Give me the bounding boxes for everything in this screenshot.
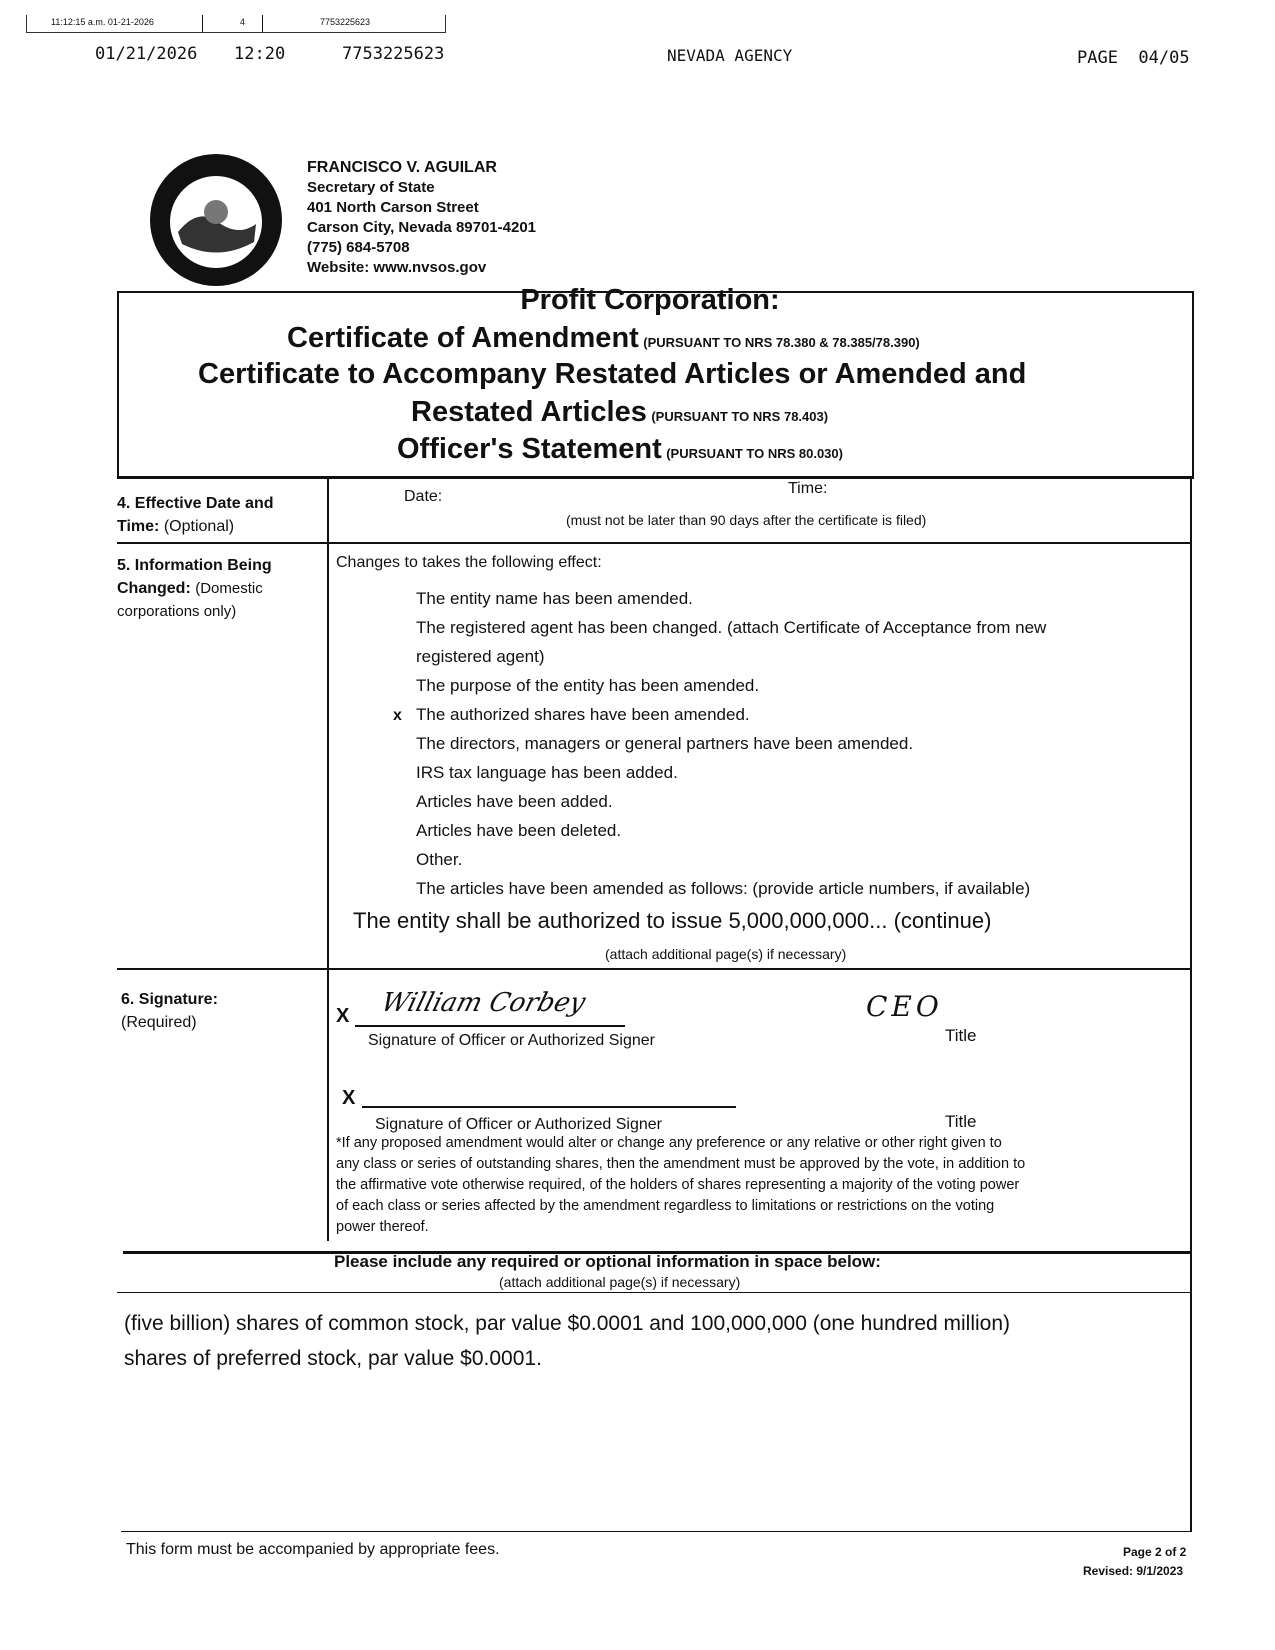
signer-label: Signature of Officer or Authorized Signer: [368, 1032, 655, 1049]
fax-timestamp: 11:12:15 a.m. 01-21-2026: [51, 17, 154, 27]
option-articles-added[interactable]: [416, 787, 1046, 816]
form-title-restated: Certificate to Accompany Restated Articles or Amended and: [198, 358, 1027, 390]
domestic-note: (Domestic: [195, 580, 263, 597]
option-purpose[interactable]: [416, 671, 1046, 700]
signature-x-mark-2: X: [342, 1087, 356, 1109]
fax-page-count: 4: [240, 17, 246, 27]
fax-date: 01/21/2026: [95, 44, 198, 64]
option-registered-agent[interactable]: [416, 613, 1046, 671]
additional-text-line: (five billion) shares of common stock, par value $0.0001 and 100,000,000 (one hundred million): [124, 1312, 1011, 1335]
phone-number: (775) 684-5708: [307, 239, 410, 256]
nrs-note: (PURSUANT TO NRS 80.030): [666, 446, 843, 461]
option-directors[interactable]: [416, 729, 1046, 758]
section-4-title: 4. Effective Date and: [117, 495, 274, 512]
footnote-line: *If any proposed amendment would alter or change any preference or any relative or other right given to: [336, 1135, 1002, 1151]
amendment-footnote: [336, 1133, 1025, 1238]
officer-signature[interactable]: William Corbey: [377, 988, 589, 1018]
section-6-title: 6. Signature:: [121, 991, 218, 1008]
signature-x-mark: X: [336, 1005, 350, 1027]
fax-number: 7753225623: [320, 17, 371, 27]
additional-info-text[interactable]: [124, 1306, 1010, 1376]
nrs-note: (PURSUANT TO NRS 78.403): [651, 409, 829, 424]
option-label: The registered agent has been changed. (attach Certificate of Acceptance from new: [416, 618, 1047, 637]
form-title-restated-articles: Restated Articles: [411, 396, 647, 428]
changes-intro: Changes to takes the following effect:: [336, 554, 602, 571]
effective-time-field[interactable]: [835, 478, 1135, 498]
footnote-line: the affirmative vote otherwise required, of the holders of shares representing a majority of the voting power: [336, 1177, 1020, 1193]
option-label: The directors, managers or general partners have been amended.: [416, 734, 914, 753]
city-address: Carson City, Nevada 89701-4201: [307, 219, 537, 236]
option-authorized-shares[interactable]: [393, 700, 1046, 729]
fax-sender-number: 7753225623: [342, 44, 445, 64]
attach-note: (attach additional page(s) if necessary): [605, 946, 847, 962]
section-5-label: [117, 554, 272, 623]
domestic-note-2: corporations only): [117, 603, 237, 620]
fax-page-number: PAGE 04/05: [1077, 48, 1190, 68]
option-label: Other.: [416, 850, 463, 869]
section-4-label: [117, 492, 274, 538]
option-label: The purpose of the entity has been amended.: [416, 676, 760, 695]
footnote-line: power thereof.: [336, 1219, 429, 1235]
footnote-line: any class or series of outstanding shares, then the amendment must be approved by the vote, in addition to: [336, 1156, 1026, 1172]
section-6-label: [121, 988, 218, 1034]
title-label-2: Title: [945, 1112, 977, 1131]
optional-label: (Optional): [163, 518, 235, 535]
option-label: The articles have been amended as follows: (provide article numbers, if available): [416, 879, 1031, 898]
form-title-officers-statement: Officer's Statement: [397, 433, 662, 465]
title-value[interactable]: CEO: [866, 990, 943, 1023]
section-4-title-2: Time:: [117, 518, 160, 535]
date-label: Date:: [404, 488, 443, 505]
option-label: registered agent): [416, 647, 545, 666]
fax-transmission-strip: [26, 15, 446, 33]
title-label: Title: [945, 1026, 977, 1045]
office-address: [307, 158, 536, 278]
option-articles-amended[interactable]: [416, 874, 1046, 903]
option-other[interactable]: [416, 845, 1046, 874]
option-label: IRS tax language has been added.: [416, 763, 678, 782]
nrs-note: (PURSUANT TO NRS 78.380 & 78.385/78.390): [643, 335, 920, 350]
revised-date: Revised: 9/1/2023: [1083, 1564, 1184, 1578]
additional-info-heading: Please include any required or optional information in space below:: [334, 1252, 881, 1271]
option-articles-deleted[interactable]: [416, 816, 1046, 845]
option-label: The authorized shares have been amended.: [416, 705, 750, 724]
amendment-text-field[interactable]: The entity shall be authorized to issue 5,000,000,000... (continue): [353, 908, 992, 933]
required-label: (Required): [121, 1014, 197, 1031]
form-title-profit-corporation: Profit Corporation:: [520, 284, 780, 316]
change-options-list: [393, 584, 1047, 903]
website: Website: www.nvsos.gov: [307, 259, 487, 276]
checkmark-x-icon: x: [393, 707, 402, 724]
fax-agency: NEVADA AGENCY: [667, 46, 793, 65]
secretary-name: FRANCISCO V. AGUILAR: [307, 159, 497, 176]
option-label: Articles have been added.: [416, 792, 613, 811]
time-label: Time:: [788, 480, 828, 497]
option-entity-name[interactable]: [416, 584, 1046, 613]
date-limit-note: (must not be later than 90 days after the certificate is filed): [566, 512, 927, 528]
section-5-title-2: Changed:: [117, 580, 191, 597]
page-of-page: Page 2 of 2: [1123, 1545, 1187, 1559]
additional-attach-note: (attach additional page(s) if necessary): [499, 1274, 741, 1290]
footnote-line: of each class or series affected by the amendment regardless to limitations or restrictions on the voting: [336, 1198, 995, 1214]
fax-time: 12:20: [234, 44, 286, 64]
option-label: The entity name has been amended.: [416, 589, 693, 608]
signer-label-2: Signature of Officer or Authorized Signer: [375, 1116, 662, 1133]
option-irs-language[interactable]: [416, 758, 1046, 787]
option-label: Articles have been deleted.: [416, 821, 622, 840]
second-signature-field[interactable]: [362, 1106, 736, 1108]
fees-note: This form must be accompanied by appropriate fees.: [126, 1541, 500, 1558]
form-title-certificate-amendment: Certificate of Amendment: [287, 322, 639, 354]
nevada-seal-logo: [148, 152, 284, 288]
secretary-title: Secretary of State: [307, 179, 435, 196]
street-address: 401 North Carson Street: [307, 199, 479, 216]
effective-date-field[interactable]: [440, 486, 740, 506]
section-5-title: 5. Information Being: [117, 557, 272, 574]
additional-text-line: shares of preferred stock, par value $0.0001.: [124, 1347, 542, 1370]
